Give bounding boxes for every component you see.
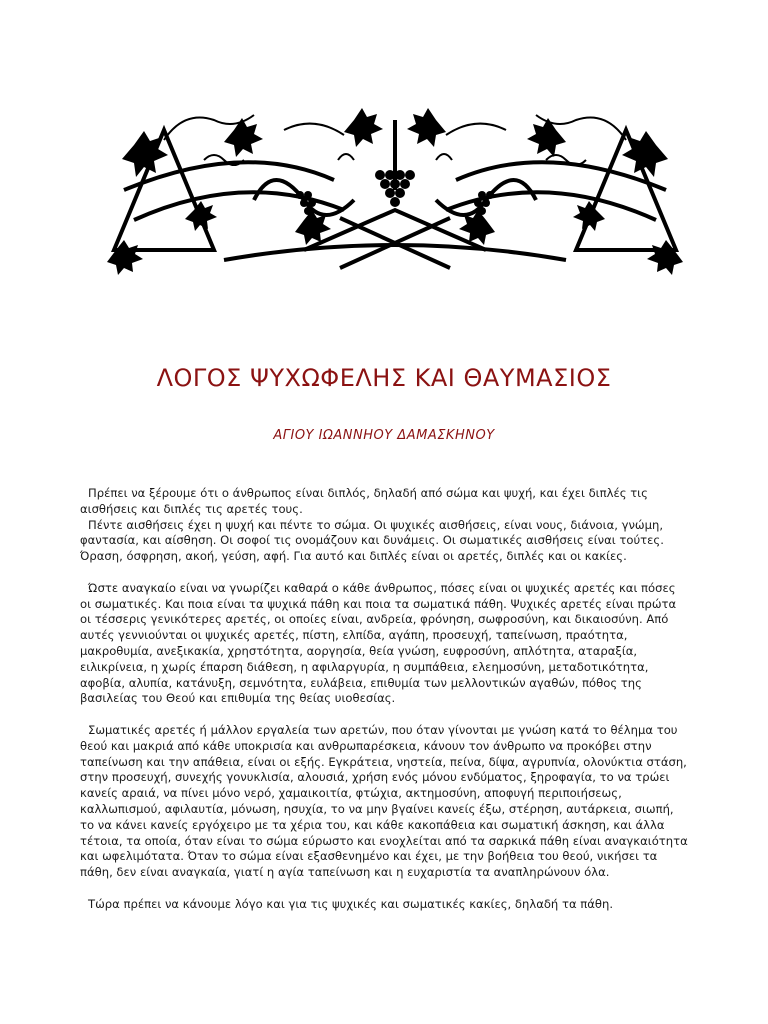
grapevine-ornament-icon [104,100,686,288]
document-subtitle: ΑΓΙΟΥ ΙΩΑΝΝΗΟΥ ΔΑΜΑΣΚΗΝΟΥ [273,428,495,443]
document-title: ΛΟΓΟΣ ΨΥΧΩΦΕΛΗΣ ΚΑΙ ΘΑΥΜΑΣΙΟΣ [156,364,612,392]
paragraph: Τώρα πρέπει να κάνουμε λόγο και για τις ψυχικές και σωματικές κακίες, δηλαδή τα πάθη. [88,896,614,911]
document-body [80,486,690,913]
paragraph: Πέντε αισθήσεις έχει η ψυχή και πέντε το σώμα. Οι ψυχικές αισθήσεις, είναι νους, διάνοια, γνώμη, φαντασία, και αίσθηση. Οι σοφοί τις ονομάζουν και δυνάμεις. Οι σωματικές αισθήσεις είναι τούτες. Όραση, όσφρηση, ακοή, γεύση, αφή. Για αυτό και διπλές είναι οι αρετές, διπλές και οι κακίες. [80,517,664,564]
paragraph: Πρέπει να ξέρουμε ότι ο άνθρωπος είναι διπλός, δηλαδή από σώμα και ψυχή, και έχει διπλές τις αισθήσεις και διπλές τις αρετές τους. [80,486,648,516]
paragraph: Ώστε αναγκαίο είναι να γνωρίζει καθαρά ο κάθε άνθρωπος, πόσες είναι οι ψυχικές αρετές και πόσες οι σωματικές. Και ποια είναι τα ψυχικά πάθη και ποια τα σωματικά πάθη. Ψυχικές αρετές είναι πρώτα οι τέσσερις γενικότερες αρετές, οι οποίες είναι, ανδρεία, φρόνηση, σωφροσύνη, και δικαιοσύνη. Από αυτές γεννιούνται οι ψυχικές αρετές, πίστη, ελπίδα, αγάπη, προσευχή, ταπείνωση, πραότητα, μακροθυμία, ανεξικακία, χρηστότητα, αοργησία, θεία γνώση, ευφροσύνη, απλότητα, αταραξία, ειλικρίνεια, η χωρίς έπαρση διάθεση, η αφιλαργυρία, η συμπάθεια, ελεημοσύνη, μεταδοτικότητα, αφοβία, αλυπία, κατάνυξη, σεμνότητα, ευλάβεια, επιθυμία των μελλοντικών αγαθών, πόθος της βασιλείας του Θεού και επιθυμία της θείας υιοθεσίας. [80,580,677,706]
paragraph: Σωματικές αρετές ή μάλλον εργαλεία των αρετών, που όταν γίνονται με γνώση κατά το θέλημα του θεού και μακριά από κάθε υποκρισία και ανθρωπαρέσκεια, κάνουν τον άνθρωπο να προκόβει στην ταπείνωση και την απάθεια, είναι οι εξής. Εγκράτεια, νηστεία, πείνα, δίψα, αγρυπνία, ολονύκτια στάση, στην προσευχή, συνεχής γονυκλισία, αλουσιά, χρήση ενός μόνου ενδύματος, ξηροφαγία, το να τρώει κανείς αραιά, να πίνει μόνο νερό, χαμαικοιτία, φτώχια, ακτημοσύνη, αποφυγή περιποιήσεως, καλλωπισμού, αφιλαυτία, μόνωση, ησυχία, το να μην βγαίνει κανείς έξω, στέρηση, αυτάρκεια, σιωπή, το να κάνει κανείς εργόχειρο με τα χέρια του, και κάθε κακοπάθεια και σωματική άσκηση, και άλλα τέτοια, τα οποία, όταν είναι το σώμα εύρωστο και ενοχλείται από τα σαρκικά πάθη είναι αναγκαιότητα και ωφελιμότατα. Όταν το σώμα είναι εξασθενημένο και έχει, με την βοήθεια του θεού, νικήσει τα πάθη, δεν είναι αναγκαία, γιατί η αγία ταπείνωση και η ευχαριστία τα αναπληρώνουν όλα. [80,722,688,880]
